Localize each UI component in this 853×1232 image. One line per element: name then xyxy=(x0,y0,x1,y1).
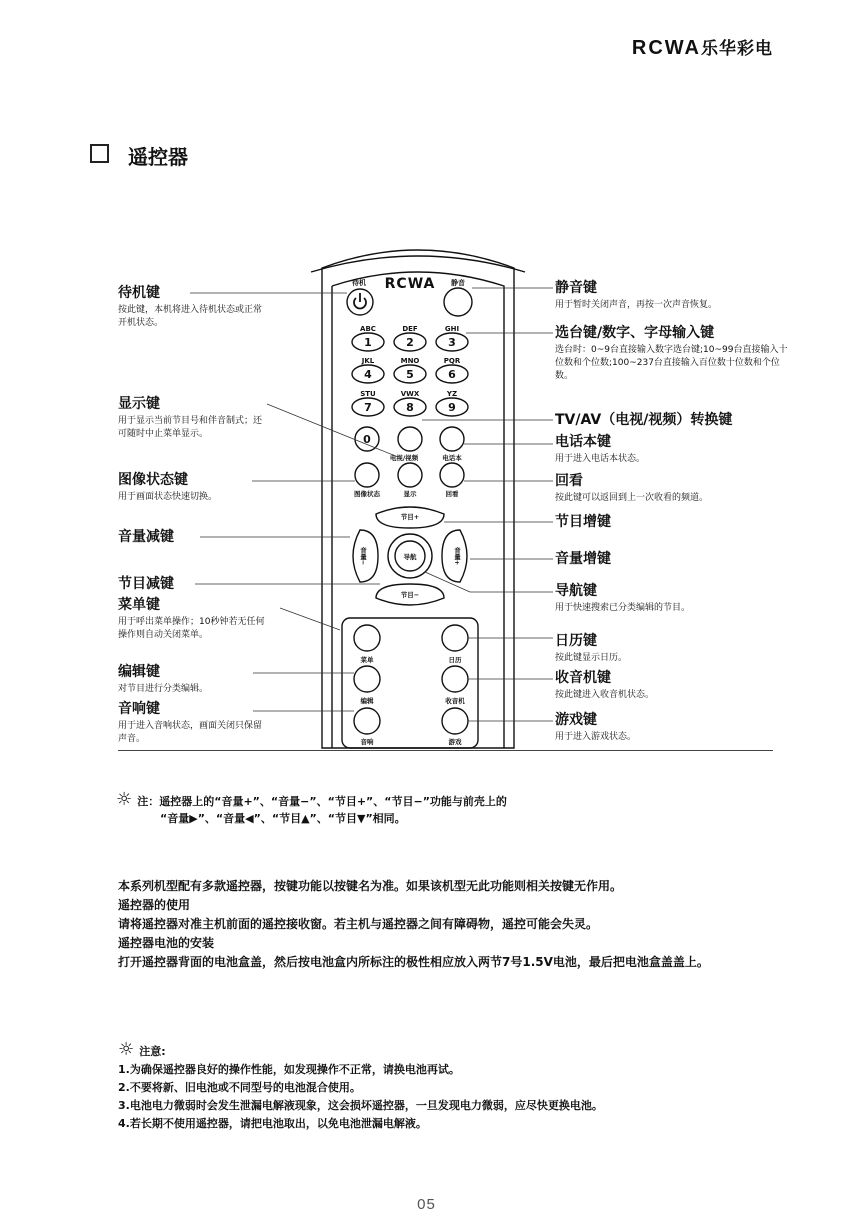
note-line-2: “音量▶”、“音量◀”、“节目▲”、“节目▼”相同。 xyxy=(160,812,406,825)
game-label: 游戏 xyxy=(448,738,462,746)
digit-2: 2 xyxy=(406,336,414,349)
label-nav xyxy=(555,583,795,615)
digit-letters-8: VWX xyxy=(400,390,420,398)
label-standby xyxy=(118,285,268,330)
picture-mode-label: 图像状态 xyxy=(354,490,380,498)
digit-3: 3 xyxy=(448,336,456,349)
label-audio-desc: 用于进入音响状态，画面关闭只保留声音。 xyxy=(118,721,263,744)
audio-label: 音响 xyxy=(360,738,374,746)
label-game xyxy=(555,712,795,744)
label-calendar-title: 日历键 xyxy=(555,633,597,649)
section-title: 遥控器 xyxy=(128,145,188,169)
tv-av-label: 电视/视频 xyxy=(389,454,419,462)
label-radio-desc: 按此键进入收音机状态。 xyxy=(555,690,655,700)
label-edit-title: 编辑键 xyxy=(118,664,160,680)
label-game-title: 游戏键 xyxy=(555,712,597,728)
label-mute-desc: 用于暂时关闭声音，再按一次声音恢复。 xyxy=(555,300,718,310)
label-phonebook-desc: 用于进入电话本状态。 xyxy=(555,454,646,464)
label-mute xyxy=(555,280,795,312)
digit-letters-4: JKL xyxy=(361,357,375,365)
label-standby-desc: 按此键，本机将进入待机状态或正常开机状态。 xyxy=(118,305,263,328)
label-audio-title: 音响键 xyxy=(118,701,160,717)
label-nav-desc: 用于快速搜索已分类编辑的节目。 xyxy=(555,603,691,613)
body-text xyxy=(118,877,790,972)
label-prog-up xyxy=(555,514,795,531)
label-audio xyxy=(118,701,268,746)
remote-mute-label: 静音 xyxy=(451,279,465,287)
label-radio-title: 收音机键 xyxy=(555,670,611,686)
label-menu xyxy=(118,597,266,642)
recall-label: 回看 xyxy=(445,490,459,498)
page-number: 05 xyxy=(417,1196,436,1213)
label-display xyxy=(118,396,268,441)
digit-8: 8 xyxy=(406,401,414,414)
digit-letters-2: DEF xyxy=(402,325,418,333)
label-prog-down-title: 节目减键 xyxy=(118,576,174,592)
body-para-1: 本系列机型配有多款遥控器，按键功能以按键名为准。如果该机型无此功能则相关按键无作用。 xyxy=(118,879,623,893)
label-standby-title: 待机键 xyxy=(118,285,160,301)
prog-down-label: 节目− xyxy=(400,591,420,599)
digit-letters-3: GHI xyxy=(444,325,460,333)
label-recall xyxy=(555,473,795,505)
digit-5: 5 xyxy=(406,368,414,381)
label-picture-mode xyxy=(118,472,268,504)
tips xyxy=(118,1040,603,1133)
label-picture-mode-desc: 用于画面状态快速切换。 xyxy=(118,492,218,502)
label-edit xyxy=(118,664,268,696)
label-edit-desc: 对节目进行分类编辑。 xyxy=(118,684,209,694)
body-para-3: 打开遥控器背面的电池盒盖，然后按电池盒内所标注的极性相应放入两节7号1.5V电池，最后把电池盒盖盖上。 xyxy=(118,955,709,969)
display-label: 显示 xyxy=(403,490,417,498)
tips-sun-icon: ☼ xyxy=(118,1039,135,1060)
body-para-2: 请将遥控器对准主机前面的遥控接收窗。若主机与遥控器之间有障碍物，遥控可能会失灵。 xyxy=(118,917,599,931)
label-radio xyxy=(555,670,795,702)
label-calendar-desc: 按此键显示日历。 xyxy=(555,653,628,663)
label-display-title: 显示键 xyxy=(118,396,160,412)
label-picture-mode-title: 图像状态键 xyxy=(118,472,188,488)
edit-label: 编辑 xyxy=(360,697,374,705)
label-game-desc: 用于进入游戏状态。 xyxy=(555,732,637,742)
digit-letters-9: YZ xyxy=(446,390,458,398)
label-prog-up-title: 节目增键 xyxy=(555,514,611,530)
digit-0: 0 xyxy=(363,433,371,446)
tip-item-3: 3.电池电力微弱时会发生泄漏电解液现象，这会损坏遥控器，一旦发现电力微弱，应尽快更换电池。 xyxy=(118,1099,603,1112)
label-digits xyxy=(555,325,795,383)
note xyxy=(116,790,507,827)
label-menu-title: 菜单键 xyxy=(118,597,160,613)
digit-letters-6: PQR xyxy=(443,357,461,365)
digit-9: 9 xyxy=(448,401,456,414)
nav-label: 导航 xyxy=(403,553,417,561)
label-recall-desc: 按此键可以返回到上一次收看的频道。 xyxy=(555,493,709,503)
digit-4: 4 xyxy=(364,368,372,381)
label-digits-desc: 选台时：0~9台直接输入数字选台键;10~99台直接输入十位数和个位数;100~237台直接输入百位数十位数和个位数。 xyxy=(555,345,788,381)
remote-standby-label: 待机 xyxy=(352,279,366,287)
label-phonebook-title: 电话本键 xyxy=(555,434,611,450)
tips-title: 注意: xyxy=(139,1045,166,1058)
label-recall-title: 回看 xyxy=(555,473,583,489)
label-vol-down xyxy=(118,529,268,546)
sun-icon: ☼ xyxy=(116,789,133,810)
vol-down-label: 音量− xyxy=(359,546,367,566)
digit-6: 6 xyxy=(448,368,456,381)
label-calendar xyxy=(555,633,795,665)
label-digits-title: 选台键/数字、字母输入键 xyxy=(555,325,715,341)
label-mute-title: 静音键 xyxy=(555,280,597,296)
label-vol-up-title: 音量增键 xyxy=(555,551,611,567)
remote-logo: RCWA xyxy=(384,276,436,292)
label-display-desc: 用于显示当前节目号和伴音制式；还可随时中止菜单显示。 xyxy=(118,416,263,439)
body-heading-1: 遥控器的使用 xyxy=(118,898,191,912)
brand-chinese: 乐华彩电 xyxy=(701,39,773,59)
digit-7: 7 xyxy=(364,401,372,414)
note-line-1: 注：遥控器上的“音量+”、“音量−”、“节目+”、“节目−”功能与前壳上的 xyxy=(137,795,507,808)
vol-up-label: 音量+ xyxy=(453,546,461,566)
label-tv-av xyxy=(555,412,795,429)
tip-item-1: 1.为确保遥控器良好的操作性能，如发现操作不正常，请换电池再试。 xyxy=(118,1063,460,1076)
phonebook-label: 电话本 xyxy=(442,454,462,462)
label-prog-down xyxy=(118,576,268,593)
radio-label: 收音机 xyxy=(445,697,465,705)
label-nav-title: 导航键 xyxy=(555,583,597,599)
body-heading-2: 遥控器电池的安装 xyxy=(118,936,215,950)
menu-label: 菜单 xyxy=(360,656,374,664)
prog-up-label: 节目+ xyxy=(400,513,420,521)
calendar-label: 日历 xyxy=(448,656,462,664)
digit-letters-1: ABC xyxy=(360,325,376,333)
label-tv-av-title: TV/AV（电视/视频）转换键 xyxy=(555,412,733,428)
label-phonebook xyxy=(555,434,795,466)
digit-letters-7: STU xyxy=(360,390,376,398)
digit-1: 1 xyxy=(364,336,372,349)
tip-item-4: 4.若长期不使用遥控器，请把电池取出，以免电池泄漏电解液。 xyxy=(118,1117,427,1130)
divider xyxy=(118,750,773,751)
tip-item-2: 2.不要将新、旧电池或不同型号的电池混合使用。 xyxy=(118,1081,361,1094)
digit-letters-5: MNO xyxy=(400,357,420,365)
brand-logo-text: RCWA xyxy=(631,37,701,59)
label-menu-desc: 用于呼出菜单操作；10秒钟若无任何操作则自动关闭菜单。 xyxy=(118,617,265,640)
label-vol-up xyxy=(555,551,795,568)
label-vol-down-title: 音量减键 xyxy=(118,529,174,545)
